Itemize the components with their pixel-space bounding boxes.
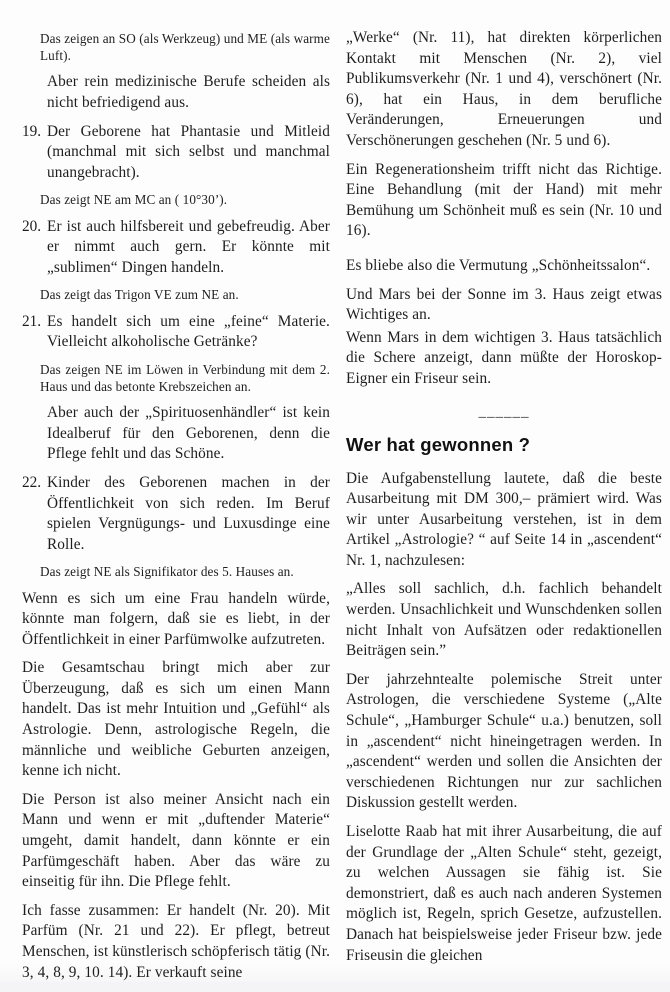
item-text: Der Geborene hat Phantasie und Mitleid (manchmal mit sich selbst und manchmal unangebracht). bbox=[47, 122, 330, 181]
page-bottom-shade bbox=[0, 982, 670, 992]
paragraph: Die Person ist also meiner Ansicht nach ein Mann und wenn er mit „duftender Materie“ umgeht, damit handelt, dann könnte er ein Parfümgeschäft haben. Aber das wäre zu einseitig für ihn. Die Pflege fehlt. bbox=[22, 790, 330, 891]
astro-note: Das zeigt das Trigon VE zum NE an. bbox=[40, 287, 239, 303]
item-text: Er ist auch hilfsbereit und gebefreudig. Aber er nimmt auch gern. Er könnte mit „sublimen“ Dingen handeln. bbox=[47, 217, 330, 276]
paragraph: Ein Regenerationsheim trifft nicht das Richtige. Eine Behandlung (mit der Hand) mit mehr Bemühung um Schönheit muß es sein (Nr. 10 und 16). bbox=[346, 160, 662, 240]
item-number: 22. bbox=[22, 473, 42, 491]
paragraph: Ich fasse zusammen: Er handelt (Nr. 20). Mit Parfüm (Nr. 21 und 22). Er pflegt, betreut Menschen, ist künstlerisch schöpferisch tätig (Nr. 3, 4, 8, 9, 10. 14). Er verkauft seine bbox=[22, 901, 330, 981]
astro-note: Das zeigen NE im Löwen in Verbindung mit dem 2. Haus und das betonte Krebszeichen an. bbox=[40, 361, 330, 394]
right-column bbox=[346, 28, 662, 974]
item-number: 21. bbox=[22, 312, 42, 330]
astro-note: Das zeigen an SO (als Werkzeug) und ME (als warme Luft). bbox=[40, 31, 330, 64]
item-number: 19. bbox=[22, 122, 42, 140]
item-text: Es handelt sich um eine „feine“ Materie. Vielleicht alkoholische Getränke? bbox=[47, 312, 330, 351]
paragraph: Es bliebe also die Vermutung „Schönheitssalon“. bbox=[346, 256, 651, 274]
item-text: Kinder des Geborenen machen in der Öffentlichkeit von sich reden. Im Beruf spielen Vergnügungs- und Luxusdinge eine Rolle. bbox=[47, 473, 330, 553]
astro-note: Das zeigt NE am MC an ( 10°30’). bbox=[40, 192, 228, 208]
numbered-item bbox=[22, 473, 330, 555]
paragraph: Die Gesamtschau bringt mich aber zur Überzeugung, daß es sich um einen Mann handelt. Das ist mehr Intuition und „Gefühl“ als Astrologie. Denn, astrologische Regeln, die männliche und weibliche Geburten anzeigen, kenne ich nicht. bbox=[22, 659, 330, 780]
paragraph: Aber auch der „Spirituosenhändler“ ist kein Idealberuf für den Geborenen, denn die Pflege fehlt und das Schöne. bbox=[47, 404, 330, 463]
paragraph: Aber rein medizinische Berufe scheiden als nicht befriedigend aus. bbox=[47, 73, 330, 111]
paragraph: „Werke“ (Nr. 11), hat direkten körperlichen Kontakt mit Menschen (Nr. 2), viel Publikumsverkehr (Nr. 1 und 4), verschönert (Nr. 6), hat ein Haus, in dem berufliche Veränderungen, Erneuerungen und Verschönerungen geschehen (Nr. 5 und 6). bbox=[346, 29, 662, 149]
numbered-item bbox=[22, 312, 330, 353]
left-column bbox=[22, 28, 330, 991]
paragraph: Der jahrzehntealte polemische Streit unter Astrologen, die verschiedene Systeme („Alte Schule“, „Hamburger Schule“ u.a.) benutzen, soll in „ascendent“ nicht hineingetragen werden. In „ascendent“ werden und sollen die Ansichten der verschiedenen Richtungen nur zur sachlichen Diskussion gestellt werden. bbox=[346, 670, 662, 812]
section-heading: Wer hat gewonnen ? bbox=[346, 433, 531, 455]
paragraph: Wenn Mars in dem wichtigen 3. Haus tatsächlich die Schere anzeigt, dann müßte der Horoskop-Eigner ein Friseur sein. bbox=[346, 328, 662, 387]
numbered-item bbox=[22, 217, 330, 279]
numbered-item bbox=[22, 122, 330, 184]
item-number: 20. bbox=[22, 217, 42, 235]
paragraph: Und Mars bei der Sonne im 3. Haus zeigt etwas Wichtiges an. bbox=[346, 285, 662, 324]
astro-note: Das zeigt NE als Signifikator des 5. Hauses an. bbox=[40, 564, 294, 580]
paragraph: Die Aufgabenstellung lautete, daß die beste Ausarbeitung mit DM 300,– prämiert wird. Was wir unter Ausarbeitung verstehen, ist in dem Artikel „Astrologie? “ auf Seite 14 in „ascendent“ Nr. 1, nachzulesen: bbox=[346, 469, 662, 569]
paragraph: „Alles soll sachlich, d.h. fachlich behandelt werden. Unsachlichkeit und Wunschdenken sollen nicht Inhalt von Aufsätzen oder redaktionellen Beiträgen sein.” bbox=[346, 580, 662, 660]
dashed-divider: –––––– bbox=[478, 408, 530, 425]
paragraph: Wenn es sich um eine Frau handeln würde, könnte man folgern, daß sie es liebt, in der Öffentlichkeit in einer Parfümwolke aufzutreten. bbox=[22, 589, 330, 648]
paragraph: Liselotte Raab hat mit ihrer Ausarbeitung, die auf der Grundlage der „Alten Schule“ steht, gezeigt, zu welchen Aussagen sie fähig ist. Sie demonstriert, daß es auch nach anderen Systemen möglich ist, Regeln, sprich Gesetze, aufzustellen. Danach hat beispielsweise jeder Friseur bzw. jede Friseusin die gleichen bbox=[346, 823, 662, 964]
